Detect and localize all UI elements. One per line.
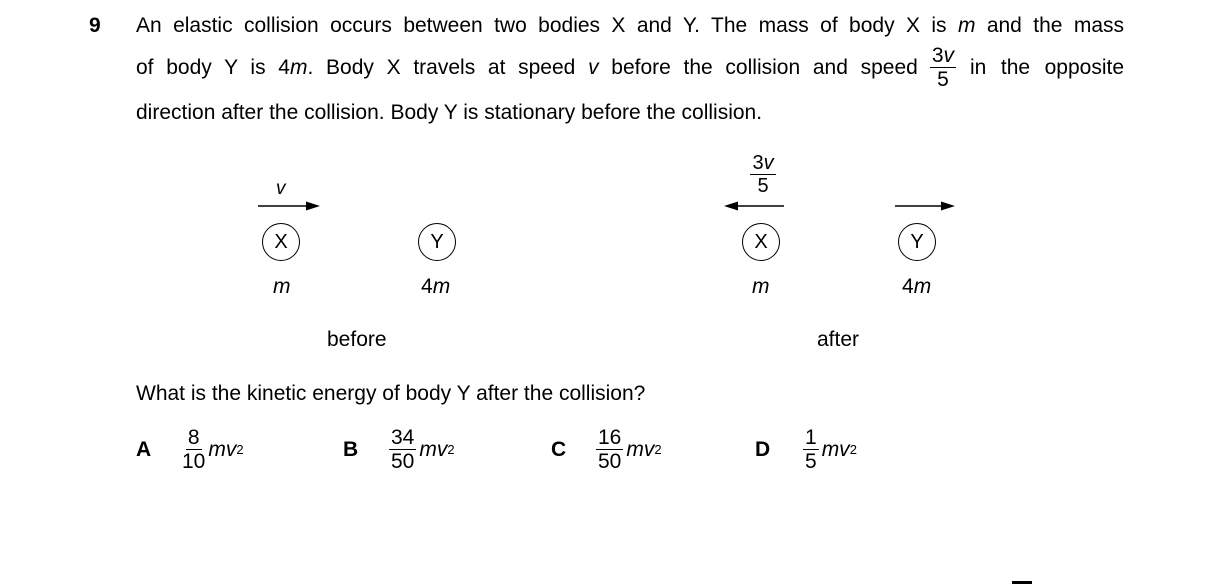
speed-symbol: v [588,55,599,79]
option-a-fraction [182,427,205,472]
question-text-line-2 [136,45,1124,90]
option-d-variable: mv [821,437,850,461]
option-b-answer[interactable]: $\frac{34}{50}$ mv 2 [391,426,455,473]
fraction-numerator-var: v [763,152,774,174]
before-x-mass: m [273,275,291,298]
option-c-denominator: 50 [598,450,622,473]
fraction-denominator: 5 [757,175,769,197]
question-prompt: What is the kinetic energy of body Y after the collision? [136,382,646,405]
option-c-numerator: 16 [598,426,622,449]
option-b-denominator: 50 [391,450,415,473]
after-caption: after [817,328,860,351]
after-x-mass: m [752,275,770,298]
mass-symbol: m [913,275,932,298]
before-caption: before [327,328,387,351]
mass-symbol: m [957,14,976,37]
option-c-fraction [596,427,623,472]
question-text-line-3: direction after the collision. Body Y is stationary before the collision. [136,101,763,124]
option-c-letter[interactable]: C [551,438,567,461]
before-x-velocity: v [276,178,286,199]
fraction-denominator: 5 [937,68,949,91]
option-a-letter[interactable]: A [136,438,152,461]
option-d-fraction [803,427,819,472]
option-a-answer[interactable]: $\frac{8}{10}$ mv 2 [182,426,244,473]
mass-symbol: m [290,55,308,79]
option-c-variable: mv [626,437,655,461]
option-b-variable: mv [419,437,448,461]
option-b-numerator: 34 [391,426,415,449]
before-y-mass [421,275,450,299]
fraction-numerator-digit: 3 [931,44,944,67]
option-b-fraction [389,427,416,472]
option-d-answer[interactable]: $\frac{1}{5}$ mv 2 [805,426,857,473]
after-x-arrow-icon [724,199,786,213]
before-x-arrow-icon [258,199,322,213]
fraction-numerator-digit: 3 [752,152,764,174]
line1-text-b: and the mass [975,14,1125,37]
option-c-answer[interactable]: $\frac{16}{50}$ mv 2 [598,426,662,473]
question-number: 9 [89,14,101,37]
after-y-arrow-icon [895,199,957,213]
line2-text-a: of body Y is 4 [136,55,290,79]
speed-fraction [930,45,956,90]
option-a-variable: mv [208,437,237,461]
option-d-denominator: 5 [805,450,817,473]
option-b-letter[interactable]: B [343,438,359,461]
option-d-numerator: 1 [805,426,817,449]
mass-coefficient: 4 [421,275,433,298]
mass-coefficient: 4 [902,275,914,298]
after-x-velocity [743,153,783,196]
option-a-numerator: 8 [187,426,200,449]
after-body-x: X [742,223,780,261]
line1-text-a: An elastic collision occurs between two bodies X and Y. The mass of body X is [136,14,958,37]
after-y-mass [902,275,931,299]
after-velocity-fraction [750,153,775,196]
line2-sentence [136,56,920,80]
after-body-y: Y [898,223,936,261]
line2-text-d: in the opposite [970,55,1124,79]
option-d-letter[interactable]: D [755,438,771,461]
fraction-numerator-var: v [943,44,954,67]
line2-text-b: . Body X travels at speed [307,55,589,79]
question-text-line-1 [136,14,1124,38]
page-edge-mark [1012,581,1032,584]
line2-text-c: before the collision and speed [598,55,918,79]
before-body-x: X [262,223,300,261]
option-a-denominator: 10 [182,450,206,473]
before-body-y: Y [418,223,456,261]
mass-symbol: m [432,275,451,298]
